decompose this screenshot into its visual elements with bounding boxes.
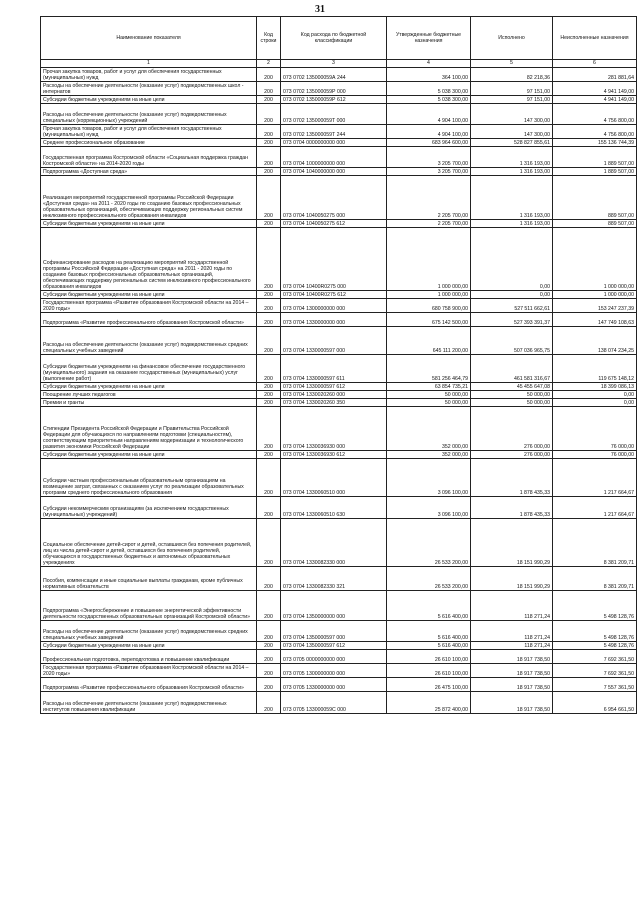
row-executed-amount: 1 316 193,00 — [471, 147, 553, 168]
row-executed-amount: 18 917 738,50 — [471, 692, 553, 714]
table-row — [41, 220, 637, 228]
row-indicator-name: Подпрограмма «Развитие профессионального образования Костромской области» — [41, 313, 257, 327]
row-indicator-name: Субсидии частным профессиональным образовательным организациям на возмещение затрат, связанных с оказанием услуг по реализации образовательных программ среднего профессионального образования — [41, 459, 257, 497]
row-approved-amount: 4 904 100,00 — [387, 125, 471, 139]
row-approved-amount: 5 616 400,00 — [387, 642, 471, 650]
table-row — [41, 383, 637, 391]
row-unexecuted-amount: 8 381 209,71 — [553, 519, 637, 567]
row-indicator-name: Подпрограмма «Доступная среда» — [41, 168, 257, 176]
row-budget-code: 073 0704 1330060510 000 — [281, 459, 387, 497]
row-approved-amount: 5 038 300,00 — [387, 82, 471, 96]
table-row — [41, 68, 637, 82]
header-line-code: Код строки — [257, 17, 281, 60]
table-row — [41, 650, 637, 664]
row-approved-amount: 581 256 464,79 — [387, 355, 471, 383]
row-line-code: 200 — [257, 299, 281, 313]
row-indicator-name: Государственная программа «Развитие образования Костромской области на 2014 – 2020 годы» — [41, 664, 257, 678]
row-line-code: 200 — [257, 642, 281, 650]
row-unexecuted-amount: 7 692 361,50 — [553, 664, 637, 678]
row-indicator-name: Государственная программа «Развитие образования Костромской области на 2014 – 2020 годы» — [41, 299, 257, 313]
row-executed-amount: 18 917 738,50 — [471, 678, 553, 692]
header-budget-classification: Код расхода по бюджетной классификации — [281, 17, 387, 60]
row-indicator-name: Расходы на обеспечение деятельности (оказание услуг) подведомственных средних специальных учебных заведений — [41, 621, 257, 642]
column-number: 2 — [257, 60, 281, 68]
row-budget-code: 073 0704 1330000000 000 — [281, 313, 387, 327]
row-executed-amount: 276 000,00 — [471, 451, 553, 459]
row-executed-amount: 97 151,00 — [471, 82, 553, 96]
table-row — [41, 125, 637, 139]
row-approved-amount: 1 000 000,00 — [387, 228, 471, 291]
table-row — [41, 104, 637, 125]
row-budget-code: 073 0702 135000059Р 000 — [281, 82, 387, 96]
row-unexecuted-amount: 1 217 664,67 — [553, 497, 637, 519]
column-number: 5 — [471, 60, 553, 68]
row-budget-code: 073 0702 135000059Т 000 — [281, 104, 387, 125]
table-row — [41, 96, 637, 104]
row-line-code: 200 — [257, 399, 281, 407]
row-approved-amount: 352 000,00 — [387, 451, 471, 459]
row-line-code: 200 — [257, 567, 281, 591]
budget-execution-table — [40, 16, 637, 714]
row-executed-amount: 1 316 193,00 — [471, 176, 553, 220]
row-unexecuted-amount: 76 000,00 — [553, 407, 637, 451]
page-number: 31 — [315, 4, 325, 15]
row-indicator-name: Субсидии бюджетным учреждениям на иные цели — [41, 96, 257, 104]
row-line-code: 200 — [257, 383, 281, 391]
row-executed-amount: 118 271,24 — [471, 621, 553, 642]
table-row — [41, 567, 637, 591]
row-approved-amount: 26 610 100,00 — [387, 664, 471, 678]
row-approved-amount: 26 475 100,00 — [387, 678, 471, 692]
row-budget-code: 073 0704 1040050275 612 — [281, 220, 387, 228]
row-line-code: 200 — [257, 519, 281, 567]
row-executed-amount: 18 151 990,29 — [471, 519, 553, 567]
row-unexecuted-amount: 0,00 — [553, 391, 637, 399]
table-row — [41, 228, 637, 291]
table-row — [41, 391, 637, 399]
column-number: 6 — [553, 60, 637, 68]
row-budget-code: 073 0704 10400R0275 000 — [281, 228, 387, 291]
row-approved-amount: 2 205 700,00 — [387, 176, 471, 220]
row-indicator-name: Реализация мероприятий государственной программы Российской Федерации «Доступная среда» на 2011 - 2020 годы по созданию базовых профессиональных образовательных организаций, обеспечивающих поддержку региональных систем инклюзивного профессионального образования инвалидов — [41, 176, 257, 220]
row-approved-amount: 5 616 400,00 — [387, 621, 471, 642]
row-line-code: 200 — [257, 355, 281, 383]
row-unexecuted-amount: 7 692 361,50 — [553, 650, 637, 664]
table-row — [41, 497, 637, 519]
row-executed-amount: 1 316 193,00 — [471, 168, 553, 176]
row-budget-code: 073 0702 135000059А 244 — [281, 68, 387, 82]
column-number: 1 — [41, 60, 257, 68]
row-budget-code: 073 0704 1350000597 000 — [281, 621, 387, 642]
row-budget-code: 073 0705 0000000000 000 — [281, 650, 387, 664]
row-budget-code: 073 0704 1330082330 321 — [281, 567, 387, 591]
row-budget-code: 073 0704 1350000000 000 — [281, 591, 387, 621]
row-line-code: 200 — [257, 313, 281, 327]
row-line-code: 200 — [257, 664, 281, 678]
row-executed-amount: 1 316 193,00 — [471, 220, 553, 228]
row-unexecuted-amount: 4 941 149,00 — [553, 96, 637, 104]
table-row — [41, 168, 637, 176]
header-unexecuted: Неисполненные назначения — [553, 17, 637, 60]
row-line-code: 200 — [257, 291, 281, 299]
row-budget-code: 073 0705 1300000000 000 — [281, 664, 387, 678]
row-line-code: 200 — [257, 591, 281, 621]
column-number: 3 — [281, 60, 387, 68]
row-executed-amount: 82 218,36 — [471, 68, 553, 82]
table-body — [41, 68, 637, 714]
row-line-code: 200 — [257, 147, 281, 168]
row-budget-code: 073 0704 1040000000 000 — [281, 168, 387, 176]
row-approved-amount: 50 000,00 — [387, 399, 471, 407]
row-approved-amount: 3 205 700,00 — [387, 147, 471, 168]
table-row — [41, 147, 637, 168]
row-approved-amount: 675 142 500,00 — [387, 313, 471, 327]
row-budget-code: 073 0704 1350000597 612 — [281, 642, 387, 650]
row-unexecuted-amount: 4 756 800,00 — [553, 104, 637, 125]
table-row — [41, 591, 637, 621]
row-budget-code: 073 0704 1000000000 000 — [281, 147, 387, 168]
row-executed-amount: 147 300,00 — [471, 125, 553, 139]
row-approved-amount: 63 854 735,21 — [387, 383, 471, 391]
row-budget-code: 073 0702 135000059Т 244 — [281, 125, 387, 139]
row-unexecuted-amount: 1 889 507,00 — [553, 147, 637, 168]
row-line-code: 200 — [257, 228, 281, 291]
row-unexecuted-amount: 889 507,00 — [553, 220, 637, 228]
row-executed-amount: 0,00 — [471, 291, 553, 299]
row-executed-amount: 50 000,00 — [471, 399, 553, 407]
row-approved-amount: 680 758 900,00 — [387, 299, 471, 313]
row-unexecuted-amount: 8 381 209,71 — [553, 567, 637, 591]
row-indicator-name: Субсидии бюджетным учреждениям на иные цели — [41, 451, 257, 459]
row-budget-code: 073 0704 0000000000 000 — [281, 139, 387, 147]
header-indicator-name: Наименование показателя — [41, 17, 257, 60]
row-indicator-name: Стипендии Президента Российской Федерации и Правительства Российской Федерации для обучающихся по направлениям подготовки (специальностям), соответствующим приоритетным направлениям модернизации и технологического развития экономики Российской Федерации — [41, 407, 257, 451]
table-row — [41, 176, 637, 220]
row-unexecuted-amount: 1 000 000,00 — [553, 291, 637, 299]
row-indicator-name: Субсидии бюджетным учреждениям на иные цели — [41, 642, 257, 650]
row-line-code: 200 — [257, 692, 281, 714]
row-unexecuted-amount: 76 000,00 — [553, 451, 637, 459]
row-approved-amount: 3 096 100,00 — [387, 497, 471, 519]
row-executed-amount: 118 271,24 — [471, 642, 553, 650]
table-header-row — [41, 17, 637, 60]
row-approved-amount: 26 610 100,00 — [387, 650, 471, 664]
row-indicator-name: Прочая закупка товаров, работ и услуг для обеспечения государственных (муниципальных) нужд — [41, 125, 257, 139]
row-line-code: 200 — [257, 104, 281, 125]
row-unexecuted-amount: 155 136 744,39 — [553, 139, 637, 147]
row-budget-code: 073 0704 1330060510 630 — [281, 497, 387, 519]
row-unexecuted-amount: 889 507,00 — [553, 176, 637, 220]
row-budget-code: 073 0704 1330020260 350 — [281, 399, 387, 407]
row-budget-code: 073 0704 1330000597 612 — [281, 383, 387, 391]
row-indicator-name: Государственная программа Костромской области «Социальная поддержка граждан Костромской области» на 2014-2020 годы — [41, 147, 257, 168]
row-line-code: 200 — [257, 220, 281, 228]
table-row — [41, 355, 637, 383]
row-budget-code: 073 0704 1300000000 000 — [281, 299, 387, 313]
row-line-code: 200 — [257, 678, 281, 692]
row-unexecuted-amount: 153 247 237,39 — [553, 299, 637, 313]
table-row — [41, 407, 637, 451]
row-budget-code: 073 0704 1330036930 000 — [281, 407, 387, 451]
row-budget-code: 073 0705 1330000000 000 — [281, 678, 387, 692]
table-row — [41, 664, 637, 678]
row-approved-amount: 683 964 600,00 — [387, 139, 471, 147]
row-unexecuted-amount: 138 074 234,25 — [553, 327, 637, 355]
row-approved-amount: 25 872 400,00 — [387, 692, 471, 714]
row-indicator-name: Расходы на обеспечение деятельности (оказание услуг) подведомственных институтов повышения квалификации — [41, 692, 257, 714]
row-line-code: 200 — [257, 459, 281, 497]
row-approved-amount: 26 533 200,00 — [387, 519, 471, 567]
row-approved-amount: 2 205 700,00 — [387, 220, 471, 228]
row-budget-code: 073 0704 1330036930 612 — [281, 451, 387, 459]
table-row — [41, 82, 637, 96]
row-unexecuted-amount: 5 498 128,76 — [553, 591, 637, 621]
row-executed-amount: 528 827 855,61 — [471, 139, 553, 147]
row-indicator-name: Подпрограмма «Энергосбережение и повышение энергетической эффективности деятельности государственных образовательных организаций Костромской области» — [41, 591, 257, 621]
row-executed-amount: 45 455 647,08 — [471, 383, 553, 391]
column-number: 4 — [387, 60, 471, 68]
row-budget-code: 073 0704 1330082330 000 — [281, 519, 387, 567]
row-indicator-name: Поощрение лучших педагогов — [41, 391, 257, 399]
row-executed-amount: 461 581 316,67 — [471, 355, 553, 383]
row-executed-amount: 0,00 — [471, 228, 553, 291]
row-line-code: 200 — [257, 96, 281, 104]
row-indicator-name: Субсидии бюджетным учреждениям на иные цели — [41, 383, 257, 391]
row-indicator-name: Субсидии некоммерческим организациям (за исключением государственных (муниципальных) учреждений) — [41, 497, 257, 519]
row-budget-code: 073 0704 1330000597 000 — [281, 327, 387, 355]
header-executed: Исполнено — [471, 17, 553, 60]
row-line-code: 200 — [257, 68, 281, 82]
row-indicator-name: Расходы на обеспечение деятельности (оказание услуг) подведомственных средних специальных учебных заведений — [41, 327, 257, 355]
row-indicator-name: Расходы на обеспечение деятельности (оказание услуг) подведомственных школ - интернатов — [41, 82, 257, 96]
row-approved-amount: 4 904 100,00 — [387, 104, 471, 125]
table-row — [41, 642, 637, 650]
row-unexecuted-amount: 6 954 661,50 — [553, 692, 637, 714]
row-line-code: 200 — [257, 327, 281, 355]
row-approved-amount: 50 000,00 — [387, 391, 471, 399]
row-unexecuted-amount: 281 881,64 — [553, 68, 637, 82]
row-budget-code: 073 0704 1330000597 611 — [281, 355, 387, 383]
table-row — [41, 313, 637, 327]
row-line-code: 200 — [257, 125, 281, 139]
row-approved-amount: 5 038 300,00 — [387, 96, 471, 104]
row-line-code: 200 — [257, 176, 281, 220]
row-executed-amount: 1 878 435,33 — [471, 497, 553, 519]
row-indicator-name: Прочая закупка товаров, работ и услуг для обеспечения государственных (муниципальных) нужд — [41, 68, 257, 82]
header-approved: Утвержденные бюджетные назначения — [387, 17, 471, 60]
column-number-row — [41, 60, 637, 68]
row-line-code: 200 — [257, 621, 281, 642]
row-executed-amount: 1 878 435,33 — [471, 459, 553, 497]
row-budget-code: 073 0704 10400R0275 612 — [281, 291, 387, 299]
row-line-code: 200 — [257, 168, 281, 176]
row-unexecuted-amount: 1 000 000,00 — [553, 228, 637, 291]
row-approved-amount: 3 096 100,00 — [387, 459, 471, 497]
row-line-code: 200 — [257, 497, 281, 519]
row-line-code: 200 — [257, 650, 281, 664]
row-executed-amount: 18 151 990,29 — [471, 567, 553, 591]
row-approved-amount: 5 616 400,00 — [387, 591, 471, 621]
row-approved-amount: 364 100,00 — [387, 68, 471, 82]
row-budget-code: 073 0705 133000059С 000 — [281, 692, 387, 714]
row-indicator-name: Субсидии бюджетным учреждениям на финансовое обеспечение государственного (муниципального) задания на оказание государственных (муниципальных) услуг (выполнение работ) — [41, 355, 257, 383]
row-budget-code: 073 0704 1040050275 000 — [281, 176, 387, 220]
row-unexecuted-amount: 7 557 361,50 — [553, 678, 637, 692]
row-budget-code: 073 0702 135000059Р 612 — [281, 96, 387, 104]
row-executed-amount: 147 300,00 — [471, 104, 553, 125]
table-row — [41, 399, 637, 407]
row-indicator-name: Субсидии бюджетным учреждениям на иные цели — [41, 291, 257, 299]
row-unexecuted-amount: 5 498 128,76 — [553, 621, 637, 642]
row-line-code: 200 — [257, 139, 281, 147]
row-indicator-name: Социальное обеспечение детей-сирот и детей, оставшихся без попечения родителей, лиц из числа детей-сирот и детей, оставшихся без попечения родителей, обучающихся в государственных бюджетных и автономных образовательных учреждениях — [41, 519, 257, 567]
row-unexecuted-amount: 147 749 108,63 — [553, 313, 637, 327]
row-indicator-name: Пособия, компенсации и иные социальные выплаты гражданам, кроме публичных нормативных обязательств — [41, 567, 257, 591]
row-indicator-name: Подпрограмма «Развитие профессионального образования Костромской области» — [41, 678, 257, 692]
row-indicator-name: Софинансирование расходов на реализацию мероприятий государственной программы Российской Федерации «Доступная среда» на 2011 - 2020 годы по созданию базовых профессиональных образовательных организаций, обеспечивающих поддержку региональных систем инклюзивного профессионального образования инвалидов — [41, 228, 257, 291]
row-approved-amount: 352 000,00 — [387, 407, 471, 451]
row-executed-amount: 118 271,24 — [471, 591, 553, 621]
row-executed-amount: 97 151,00 — [471, 96, 553, 104]
table-row — [41, 519, 637, 567]
row-line-code: 200 — [257, 82, 281, 96]
table-row — [41, 692, 637, 714]
row-executed-amount: 507 036 965,75 — [471, 327, 553, 355]
row-line-code: 200 — [257, 451, 281, 459]
row-unexecuted-amount: 5 498 128,76 — [553, 642, 637, 650]
table-row — [41, 459, 637, 497]
table-row — [41, 678, 637, 692]
row-unexecuted-amount: 1 217 664,67 — [553, 459, 637, 497]
row-unexecuted-amount: 4 756 800,00 — [553, 125, 637, 139]
row-line-code: 200 — [257, 391, 281, 399]
row-unexecuted-amount: 0,00 — [553, 399, 637, 407]
row-unexecuted-amount: 18 399 086,13 — [553, 383, 637, 391]
row-approved-amount: 645 111 200,00 — [387, 327, 471, 355]
table-row — [41, 451, 637, 459]
row-indicator-name: Расходы на обеспечение деятельности (оказание услуг) подведомственных специальных (коррекционных) учреждений — [41, 104, 257, 125]
table-row — [41, 621, 637, 642]
row-indicator-name: Профессиональная подготовка, переподготовка и повышение квалификации — [41, 650, 257, 664]
row-executed-amount: 18 917 738,50 — [471, 664, 553, 678]
table-row — [41, 291, 637, 299]
row-approved-amount: 1 000 000,00 — [387, 291, 471, 299]
table-row — [41, 299, 637, 313]
row-executed-amount: 527 393 391,37 — [471, 313, 553, 327]
row-unexecuted-amount: 1 889 507,00 — [553, 168, 637, 176]
row-executed-amount: 18 917 738,50 — [471, 650, 553, 664]
row-line-code: 200 — [257, 407, 281, 451]
row-budget-code: 073 0704 1330020260 000 — [281, 391, 387, 399]
row-unexecuted-amount: 119 675 148,12 — [553, 355, 637, 383]
row-executed-amount: 527 511 662,61 — [471, 299, 553, 313]
row-executed-amount: 50 000,00 — [471, 391, 553, 399]
row-indicator-name: Среднее профессиональное образование — [41, 139, 257, 147]
table-row — [41, 139, 637, 147]
table-row — [41, 327, 637, 355]
row-indicator-name: Премии и гранты — [41, 399, 257, 407]
row-approved-amount: 26 533 200,00 — [387, 567, 471, 591]
row-unexecuted-amount: 4 941 149,00 — [553, 82, 637, 96]
row-approved-amount: 3 205 700,00 — [387, 168, 471, 176]
row-executed-amount: 276 000,00 — [471, 407, 553, 451]
row-indicator-name: Субсидии бюджетным учреждениям на иные цели — [41, 220, 257, 228]
